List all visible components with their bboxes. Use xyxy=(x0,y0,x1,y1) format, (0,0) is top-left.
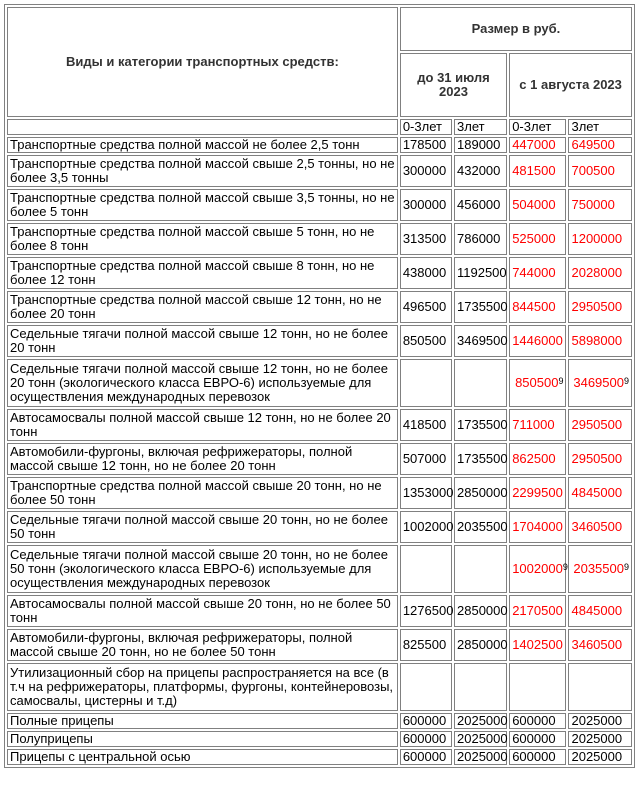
fee-value-new: 1446000 xyxy=(509,325,566,357)
fee-value xyxy=(400,359,452,407)
fee-value: 456000 xyxy=(454,189,507,221)
age-col-header: 0-3лет xyxy=(509,119,566,135)
fee-value-new: 2950500 xyxy=(568,291,632,323)
fee-value: 2035500 xyxy=(454,511,507,543)
footnote-marker: 9 xyxy=(558,376,564,386)
vehicle-category: Транспортные средства полной массой свыше 8 тонн, но не более 12 тонн xyxy=(7,257,398,289)
fee-amount: 3469500 xyxy=(573,375,624,390)
trailer-category: Полные прицепы xyxy=(7,713,398,729)
vehicle-category: Транспортные средства полной массой свыше 5 тонн, но не более 8 тонн xyxy=(7,223,398,255)
fee-value: 825500 xyxy=(400,629,452,661)
vehicle-category: Транспортные средства полной массой свыше 2,5 тонны, но не более 3,5 тонны xyxy=(7,155,398,187)
vehicle-category: Седельные тягачи полной массой свыше 12 тонн, но не более 20 тонн xyxy=(7,325,398,357)
fee-amount: 2035500 xyxy=(573,561,624,576)
fee-value: 438000 xyxy=(400,257,452,289)
fee-value: 600000 xyxy=(400,713,452,729)
footnote-marker: 9 xyxy=(623,376,629,386)
table-row xyxy=(7,189,632,221)
fee-value xyxy=(454,359,507,407)
fee-value: 600000 xyxy=(400,749,452,765)
fee-value: 600000 xyxy=(509,749,566,765)
vehicle-category: Автомобили-фургоны, включая рефрижераторы, полной массой свыше 20 тонн, но не более 50 тонн xyxy=(7,629,398,661)
table-row xyxy=(7,731,632,747)
fee-value-new: 504000 xyxy=(509,189,566,221)
table-row xyxy=(7,137,632,153)
fee-value: 432000 xyxy=(454,155,507,187)
table-row xyxy=(7,713,632,729)
fee-value: 850500 xyxy=(400,325,452,357)
fee-value: 1735500 xyxy=(454,291,507,323)
fee-value-new: 5898000 xyxy=(568,325,632,357)
table-row xyxy=(7,595,632,627)
age-col-header: 0-3лет xyxy=(400,119,452,135)
vehicle-category: Автомобили-фургоны, включая рефрижераторы, полной массой свыше 12 тонн, но не более 20 тонн xyxy=(7,443,398,475)
fee-value: 2850000 xyxy=(454,629,507,661)
fee-value-new: 744000 xyxy=(509,257,566,289)
fee-value: 1002000 xyxy=(400,511,452,543)
fee-value: 600000 xyxy=(400,731,452,747)
fee-value-new: 2950500 xyxy=(568,443,632,475)
fee-value-new: 525000 xyxy=(509,223,566,255)
vehicle-category: Автосамосвалы полной массой свыше 12 тонн, но не более 20 тонн xyxy=(7,409,398,441)
fee-value: 600000 xyxy=(509,731,566,747)
empty-cell xyxy=(454,663,507,711)
fee-value-new: 1704000 xyxy=(509,511,566,543)
footnote-marker: 9 xyxy=(562,562,568,572)
fee-value-new: 649500 xyxy=(568,137,632,153)
fee-value-new: 3460500 xyxy=(568,629,632,661)
fee-value-new: 862500 xyxy=(509,443,566,475)
fee-value-new: 4845000 xyxy=(568,477,632,509)
trailer-note: Утилизационный сбор на прицепы распространяется на все (в т.ч на рефрижераторы, платформы, фургоны, контейнеровозы, самосвалы, цистерны и т.д) xyxy=(7,663,398,711)
fee-value-new: 1402500 xyxy=(509,629,566,661)
fee-value: 2850000 xyxy=(454,477,507,509)
vehicle-category: Транспортные средства полной массой не более 2,5 тонн xyxy=(7,137,398,153)
empty-cell xyxy=(400,663,452,711)
trailer-category: Полуприцепы xyxy=(7,731,398,747)
fee-value: 300000 xyxy=(400,155,452,187)
table-row xyxy=(7,409,632,441)
vehicle-category: Транспортные средства полной массой свыше 3,5 тонны, но не более 5 тонн xyxy=(7,189,398,221)
fee-value: 2025000 xyxy=(568,731,632,747)
fee-value: 2850000 xyxy=(454,595,507,627)
fee-value: 1276500 xyxy=(400,595,452,627)
table-row xyxy=(7,749,632,765)
fee-value: 3469500 xyxy=(454,325,507,357)
fee-value: 2025000 xyxy=(568,749,632,765)
vehicle-category: Седельные тягачи полной массой свыше 20 тонн, но не более 50 тонн xyxy=(7,511,398,543)
fee-value-new: 1200000 xyxy=(568,223,632,255)
fee-value: 1192500 xyxy=(454,257,507,289)
fee-value-new xyxy=(568,359,632,407)
vehicle-category: Седельные тягачи полной массой свыше 12 тонн, но не более 20 тонн (экологического класса ЕВРО-6) используемые для осуществления международных перевозок xyxy=(7,359,398,407)
trailer-note-row xyxy=(7,663,632,711)
empty-age-cell xyxy=(7,119,398,135)
fee-value-new: 750000 xyxy=(568,189,632,221)
fee-value-new xyxy=(509,545,566,593)
fee-value-new: 844500 xyxy=(509,291,566,323)
table-row xyxy=(7,223,632,255)
fee-value: 313500 xyxy=(400,223,452,255)
amount-header: Размер в руб. xyxy=(400,7,632,51)
fee-value-new: 711000 xyxy=(509,409,566,441)
fee-value xyxy=(454,545,507,593)
fee-amount: 850500 xyxy=(515,375,559,390)
fee-value-new: 2299500 xyxy=(509,477,566,509)
empty-cell xyxy=(509,663,566,711)
fee-value-new: 4845000 xyxy=(568,595,632,627)
fee-value: 1353000 xyxy=(400,477,452,509)
footnote-marker: 9 xyxy=(623,562,629,572)
period-after-header: с 1 августа 2023 xyxy=(509,53,632,117)
fee-value: 1735500 xyxy=(454,409,507,441)
vehicle-category: Седельные тягачи полной массой свыше 20 тонн, но не более 50 тонн (экологического класса ЕВРО-6) используемые для осуществления международных перевозок xyxy=(7,545,398,593)
fee-value: 600000 xyxy=(509,713,566,729)
fee-value-new: 2950500 xyxy=(568,409,632,441)
fee-value-new: 700500 xyxy=(568,155,632,187)
fee-value: 2025000 xyxy=(454,731,507,747)
fee-value: 178500 xyxy=(400,137,452,153)
fee-value xyxy=(400,545,452,593)
trailer-category: Прицепы с центральной осью xyxy=(7,749,398,765)
age-col-header: 3лет xyxy=(454,119,507,135)
table-row xyxy=(7,477,632,509)
fee-value-new: 2028000 xyxy=(568,257,632,289)
category-header: Виды и категории транспортных средств: xyxy=(7,7,398,117)
fee-value-new: 2170500 xyxy=(509,595,566,627)
fee-value: 189000 xyxy=(454,137,507,153)
table-row xyxy=(7,155,632,187)
table-row xyxy=(7,629,632,661)
table-row xyxy=(7,545,632,593)
fee-value: 300000 xyxy=(400,189,452,221)
fee-value-new xyxy=(509,359,566,407)
vehicle-category: Транспортные средства полной массой свыше 20 тонн, но не более 50 тонн xyxy=(7,477,398,509)
fee-amount: 1002000 xyxy=(512,561,563,576)
fee-value: 507000 xyxy=(400,443,452,475)
table-row xyxy=(7,257,632,289)
fee-value-new: 3460500 xyxy=(568,511,632,543)
fee-value: 1735500 xyxy=(454,443,507,475)
vehicle-category: Транспортные средства полной массой свыше 12 тонн, но не более 20 тонн xyxy=(7,291,398,323)
fee-value-new: 481500 xyxy=(509,155,566,187)
table-row xyxy=(7,291,632,323)
vehicle-category: Автосамосвалы полной массой свыше 20 тонн, но не более 50 тонн xyxy=(7,595,398,627)
table-row xyxy=(7,511,632,543)
fee-value-new xyxy=(568,545,632,593)
fee-value: 2025000 xyxy=(454,713,507,729)
fee-value-new: 447000 xyxy=(509,137,566,153)
period-before-header: до 31 июля 2023 xyxy=(400,53,507,117)
table-row xyxy=(7,359,632,407)
fee-value: 786000 xyxy=(454,223,507,255)
recycling-fee-table xyxy=(4,4,635,768)
table-row xyxy=(7,443,632,475)
fee-value: 2025000 xyxy=(454,749,507,765)
empty-cell xyxy=(568,663,632,711)
age-col-header: 3лет xyxy=(568,119,632,135)
fee-value: 418500 xyxy=(400,409,452,441)
fee-value: 496500 xyxy=(400,291,452,323)
table-row xyxy=(7,325,632,357)
fee-value: 2025000 xyxy=(568,713,632,729)
